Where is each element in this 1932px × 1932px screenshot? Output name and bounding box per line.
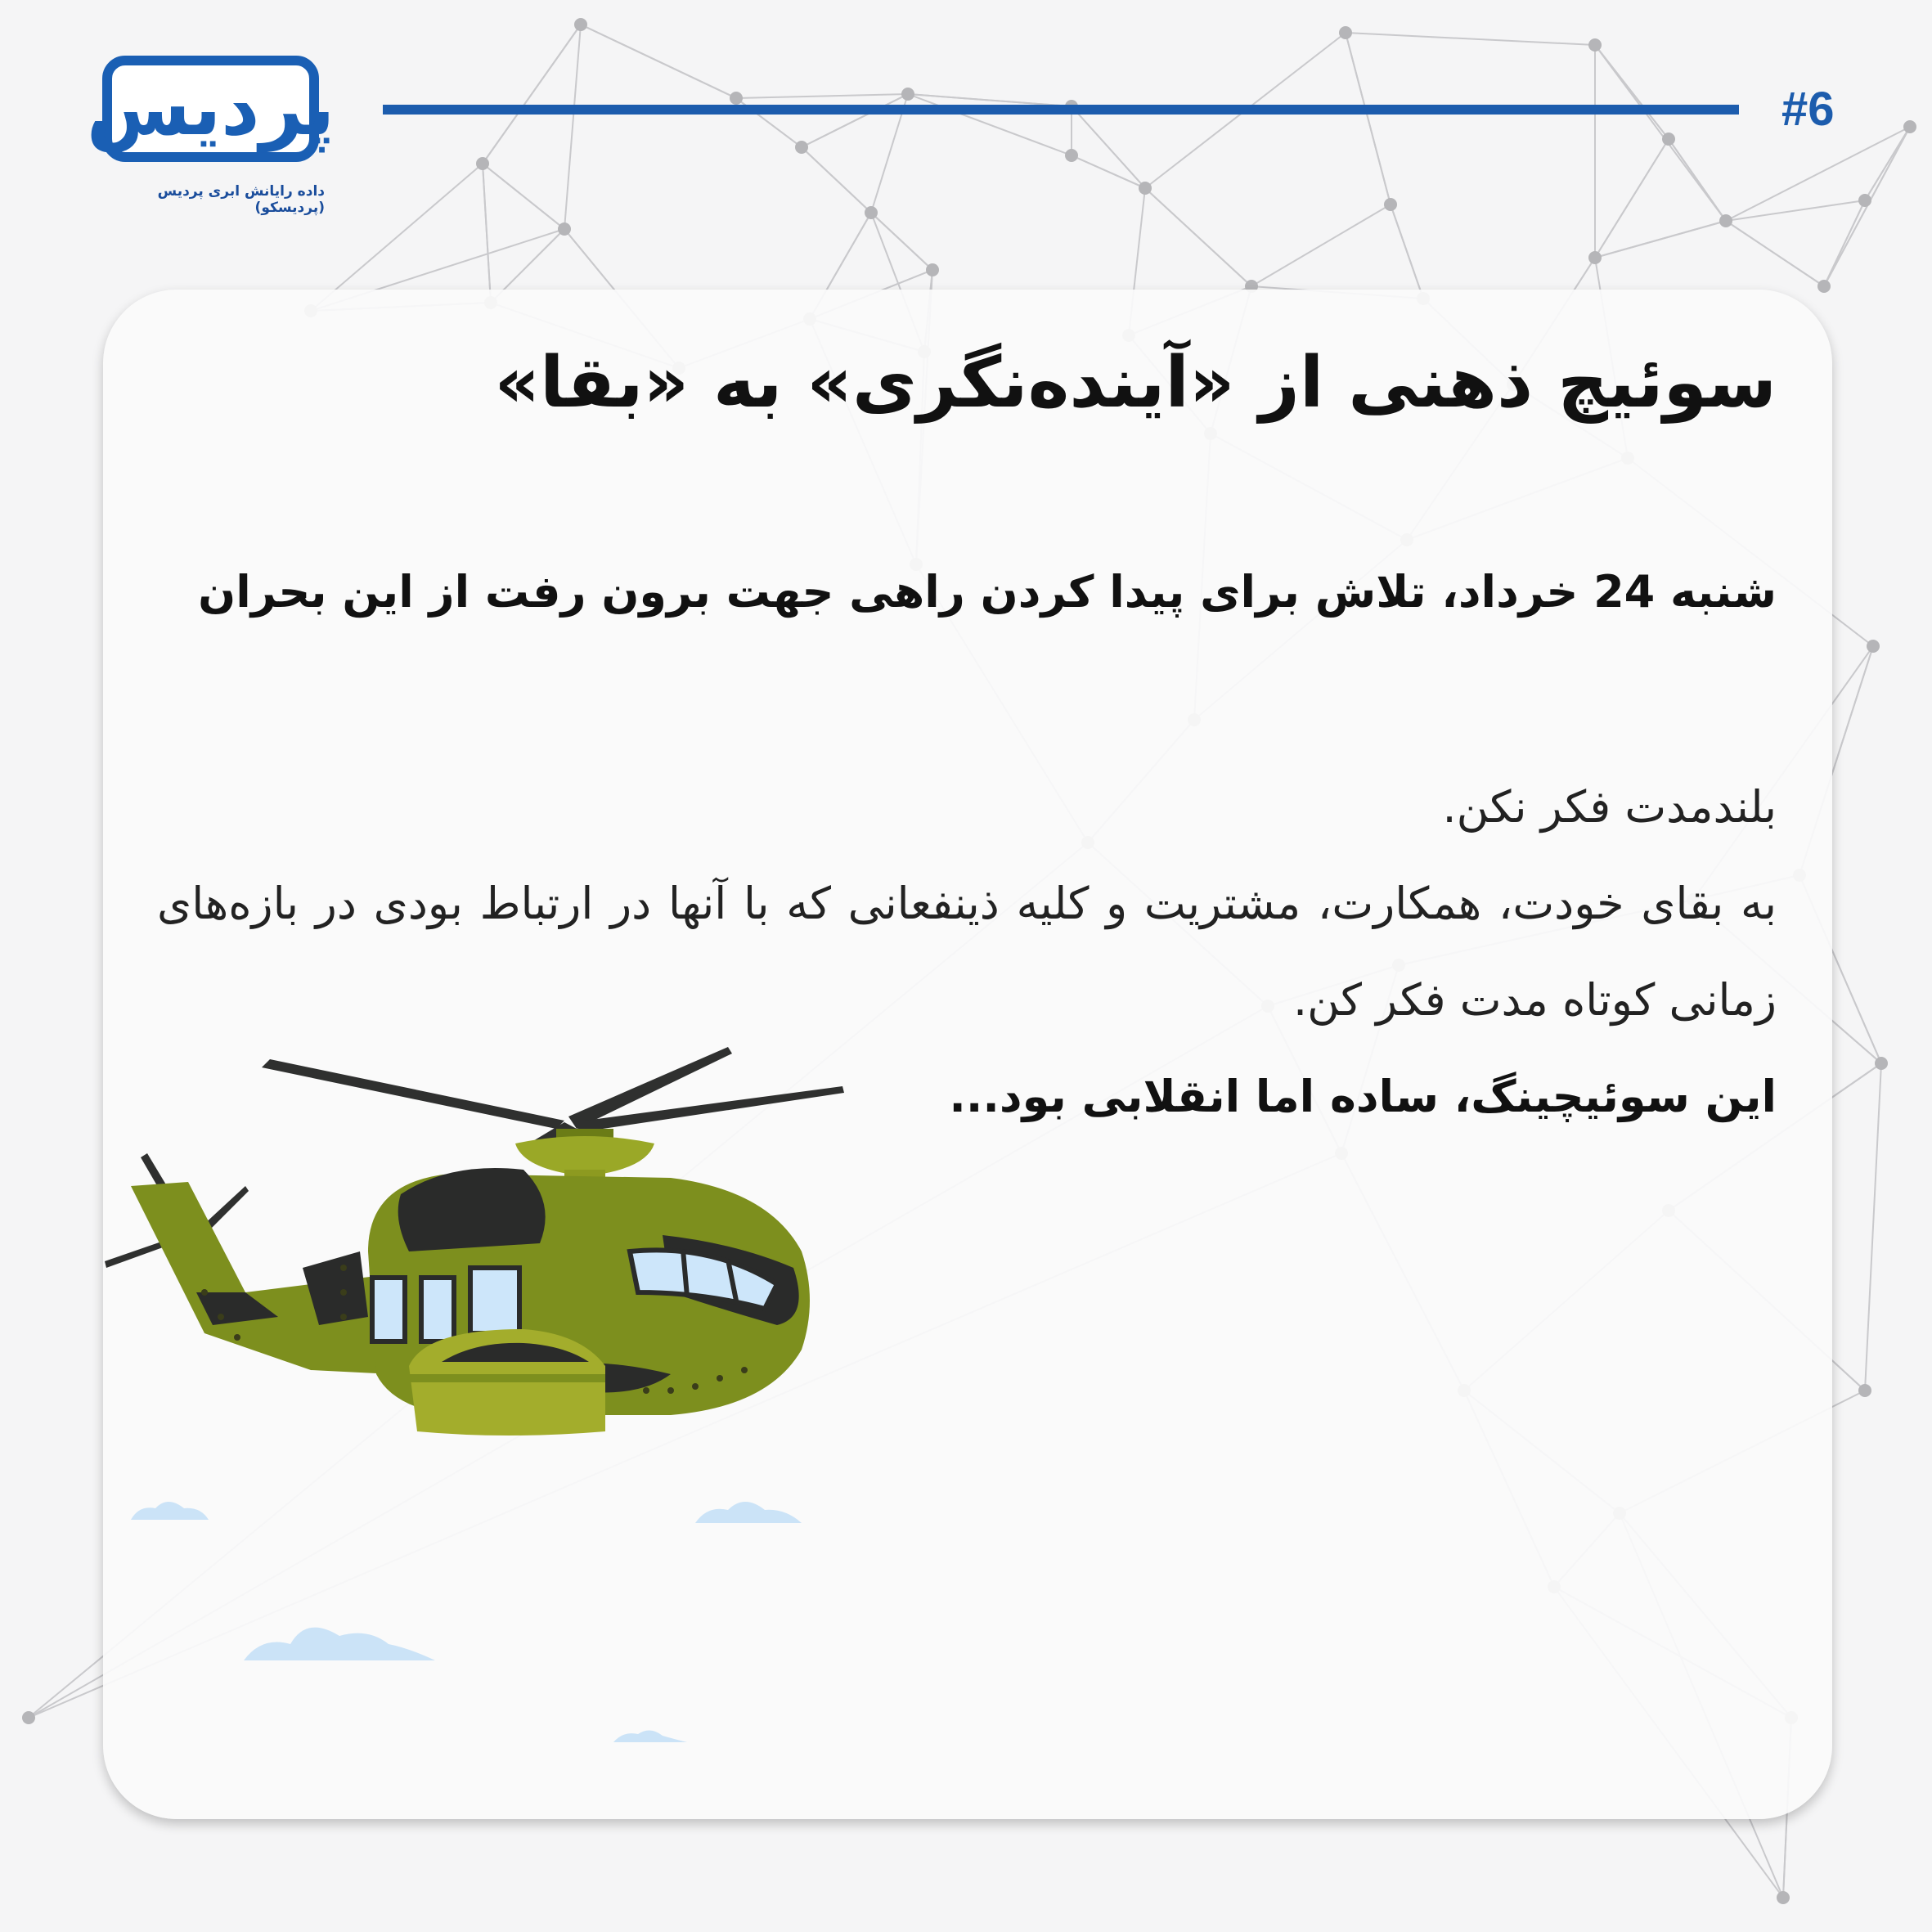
logo-badge: [86, 56, 335, 162]
body-line-3: این سوئیچینگ، ساده اما انقلابی بود...: [949, 1071, 1777, 1122]
body-line-1: بلندمدت فکر نکن.: [1442, 781, 1777, 833]
brand-logo: [86, 56, 335, 216]
body-line-2: به بقای خودت، همکارت، مشتریت و کلیه ذینفعانی که با آنها در ارتباط بودی در بازه‌های زمانی کوتاه مدت فکر کن.: [157, 878, 1777, 1026]
header-divider: [383, 105, 1739, 115]
helicopter-icon: [98, 1047, 851, 1440]
page-title: سوئیچ ذهنی از «آینده‌نگری» به «بقا»: [494, 342, 1777, 424]
cloud-icons: [123, 1489, 859, 1759]
logo-wordmark: پردیس: [86, 65, 335, 152]
page-subtitle: شنبه 24 خرداد، تلاش برای پیدا کردن راهی جهت برون رفت از این بحران: [198, 566, 1777, 618]
page-number: #6: [1781, 83, 1835, 136]
logo-tagline: داده رایانش ابری پردیس (پردیسکو): [157, 183, 325, 216]
